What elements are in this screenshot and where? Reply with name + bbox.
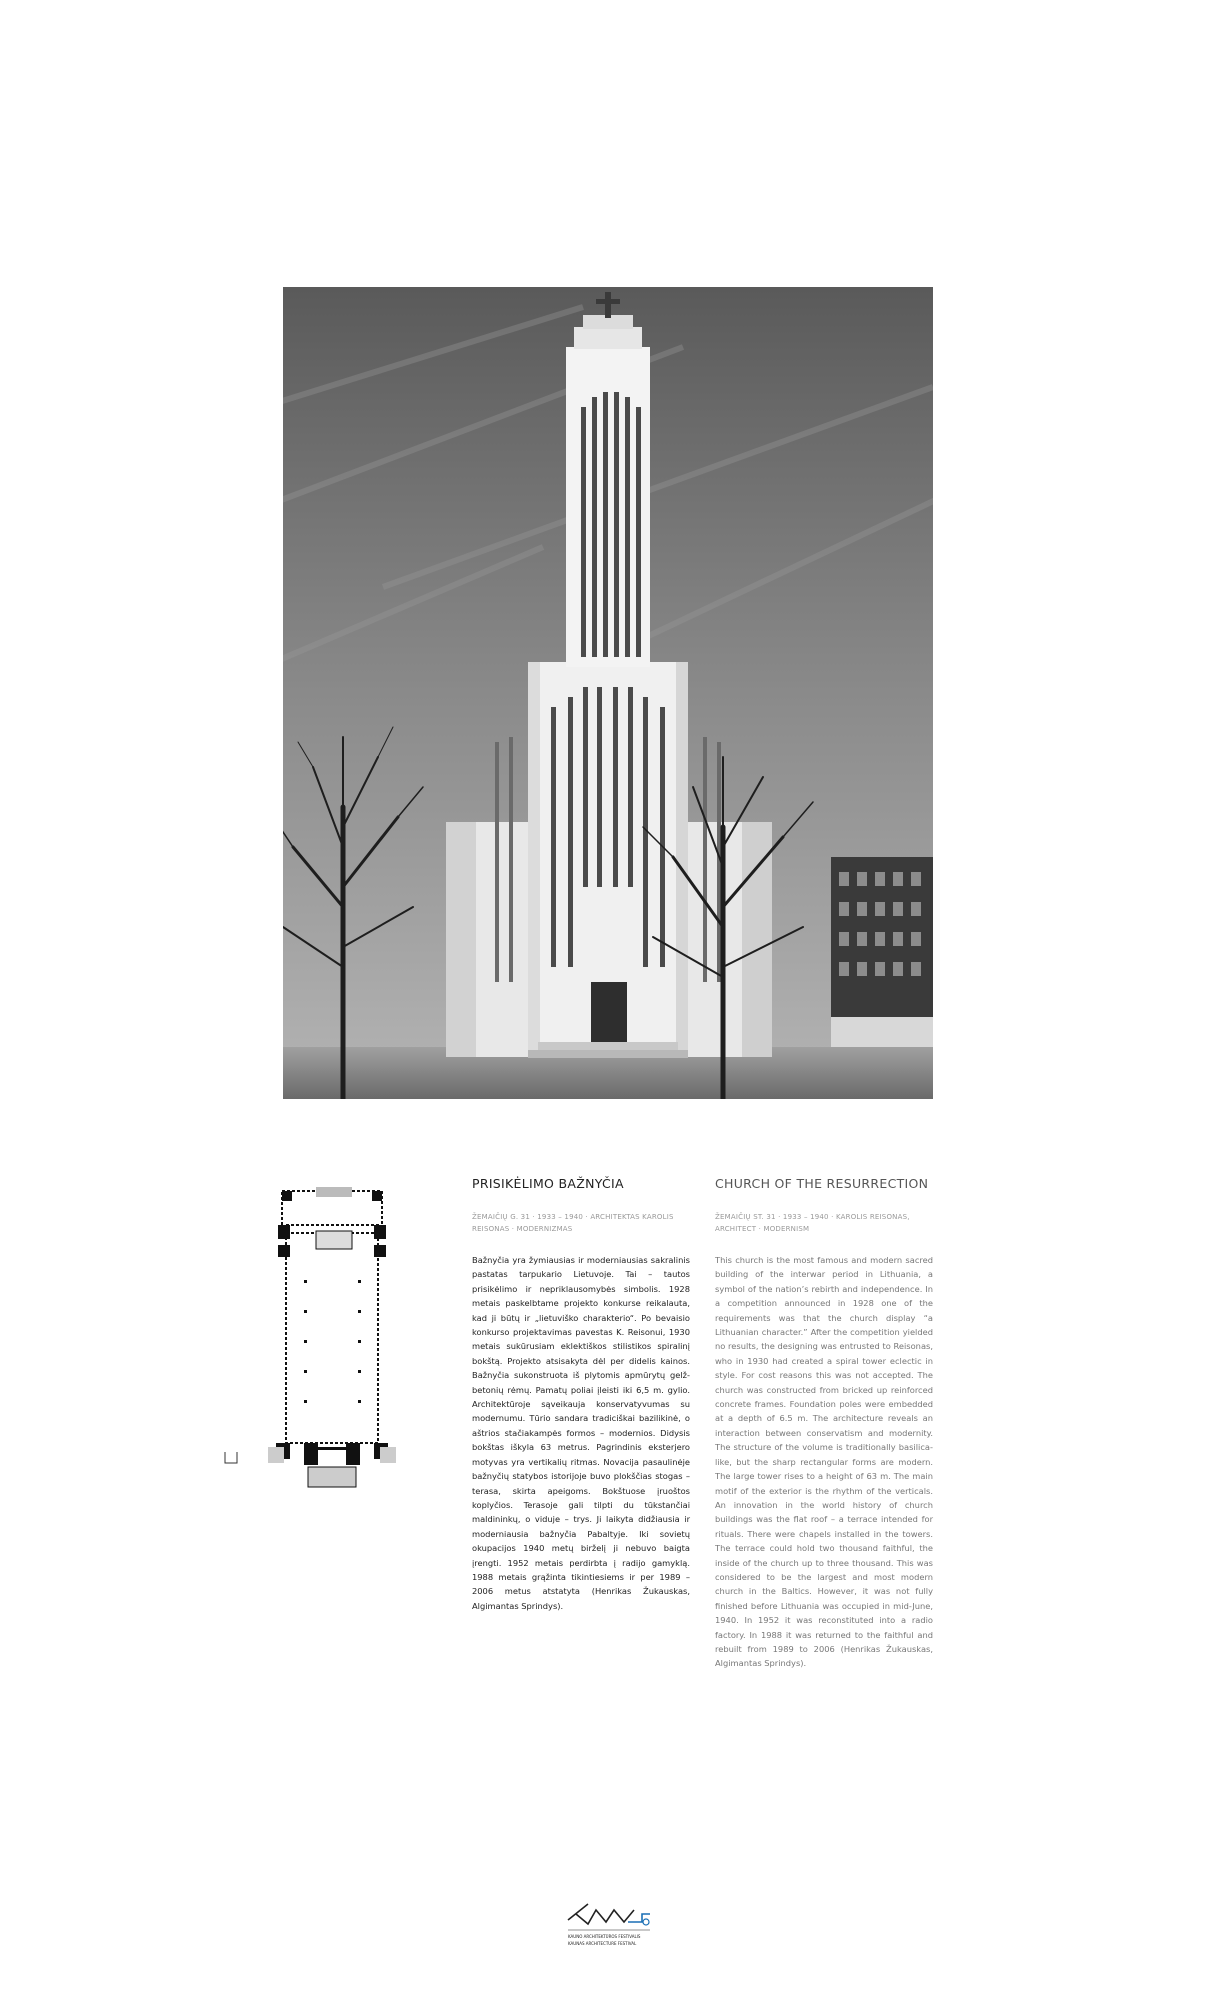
english-title: CHURCH OF THE RESURRECTION — [715, 1176, 929, 1191]
scale-bracket — [224, 1450, 238, 1464]
floor-plan-drawing — [268, 1185, 408, 1505]
festival-logo — [566, 1900, 656, 1952]
church-photo — [283, 287, 933, 1099]
english-text-column — [715, 1176, 933, 1671]
english-meta: ŽEMAIČIŲ ST. 31 · 1933 – 1940 · KAROLIS REISONAS, ARCHITECT · MODERNISM — [715, 1213, 910, 1233]
logo-line-1: KAUNO ARCHITEKTŪROS FESTIVALIS — [568, 1934, 641, 1939]
lithuanian-text-column — [472, 1176, 690, 1613]
logo-line-2: KAUNAS ARCHITECTURE FESTIVAL — [568, 1941, 637, 1946]
lithuanian-body: Bažnyčia yra žymiausias ir moderniausias sakralinis pastatas tarpukario Lietuvoje. Tai – tautos prisikėlimo ir nepriklausomybės simbolis. 1928 metais paskelbtame projekto konkurse reikalauta, kad ji būtų ir „lietuviško charakterio“. Po bevaisio konkurso projektavimas pavestas K. Reisonui, 1930 metais sukūrusiam eklektiškos stilistikos spiralinį bokštą. Projekto atsisakyta dėl per didelis kainos. Bažnyčia sukonstruota iš plytomis apmūrytų gelž-betonių rėmų. Pamatų poliai įleisti iki 6,5 m. gylio. Architektūroje sąveikauja konservatyvumas su modernumu. Tūrio sandara tradiciškai bazilikinė, o aštrios stačiakampės formos – modernios. Didysis bokštas iškyla 63 metrus. Pagrindinis eksterjero motyvas yra vertikalių ritmas. Novacija pasaulinėje bažnyčių statybos istorijoje buvo plokščias stogas – terasa, skirta apeigoms. Bokštuose įruoštos koplyčios. Terasoje gali tilpti du tūkstančiai maldininkų, o viduje – trys. Ji laikyta didžiausia ir moderniausia bažnyčia Pabaltyje. Iki sovietų okupacijos 1940 metų birželį ji nebuvo baigta įrengti. 1952 metais perdirbta į radijo gamyklą. 1988 metais grąžinta tikintiesiems ir per 1989 – 2006 metus atstatyta (Henrikas Žukauskas, Algimantas Sprindys). — [472, 1255, 690, 1611]
english-body: This church is the most famous and modern sacred building of the interwar period in Lithuania, a symbol of the nation’s rebirth and independence. In a competition announced in 1928 one of the requirements was that the church display “a Lithuanian character.” After the competition yielded no results, the designing was entrusted to Reisonas, who in 1930 had created a spiral tower eclectic in style. For cost reasons this was not accepted. The church was constructed from bricked up reinforced concrete frames. Foundation poles were embedded at a depth of 6.5 m. The architecture reveals an interaction between conservatism and modernity. The structure of the volume is traditionally basilica-like, but the sharp rectangular forms are modern. The large tower rises to a height of 63 m. The main motif of the exterior is the rhythm of the verticals. An innovation in the world history of church buildings was the flat roof – a terrace intended for rituals. There were chapels installed in the towers. The terrace could hold two thousand faithful, the inside of the church up to three thousand. This was considered to be the largest and most modern church in the Baltics. However, it was not fully finished before Lithuania was occupied in mid-June, 1940. In 1952 it was reconstituted into a radio factory. In 1988 it was returned to the faithful and rebuilt from 1989 to 2006 (Henrikas Žukauskas, Algimantas Sprindys). — [715, 1255, 933, 1669]
lithuanian-title: PRISIKĖLIMO BAŽNYČIA — [472, 1176, 624, 1191]
lithuanian-meta: ŽEMAIČIŲ G. 31 · 1933 – 1940 · ARCHITEKTAS KAROLIS REISONAS · MODERNIZMAS — [472, 1213, 674, 1233]
